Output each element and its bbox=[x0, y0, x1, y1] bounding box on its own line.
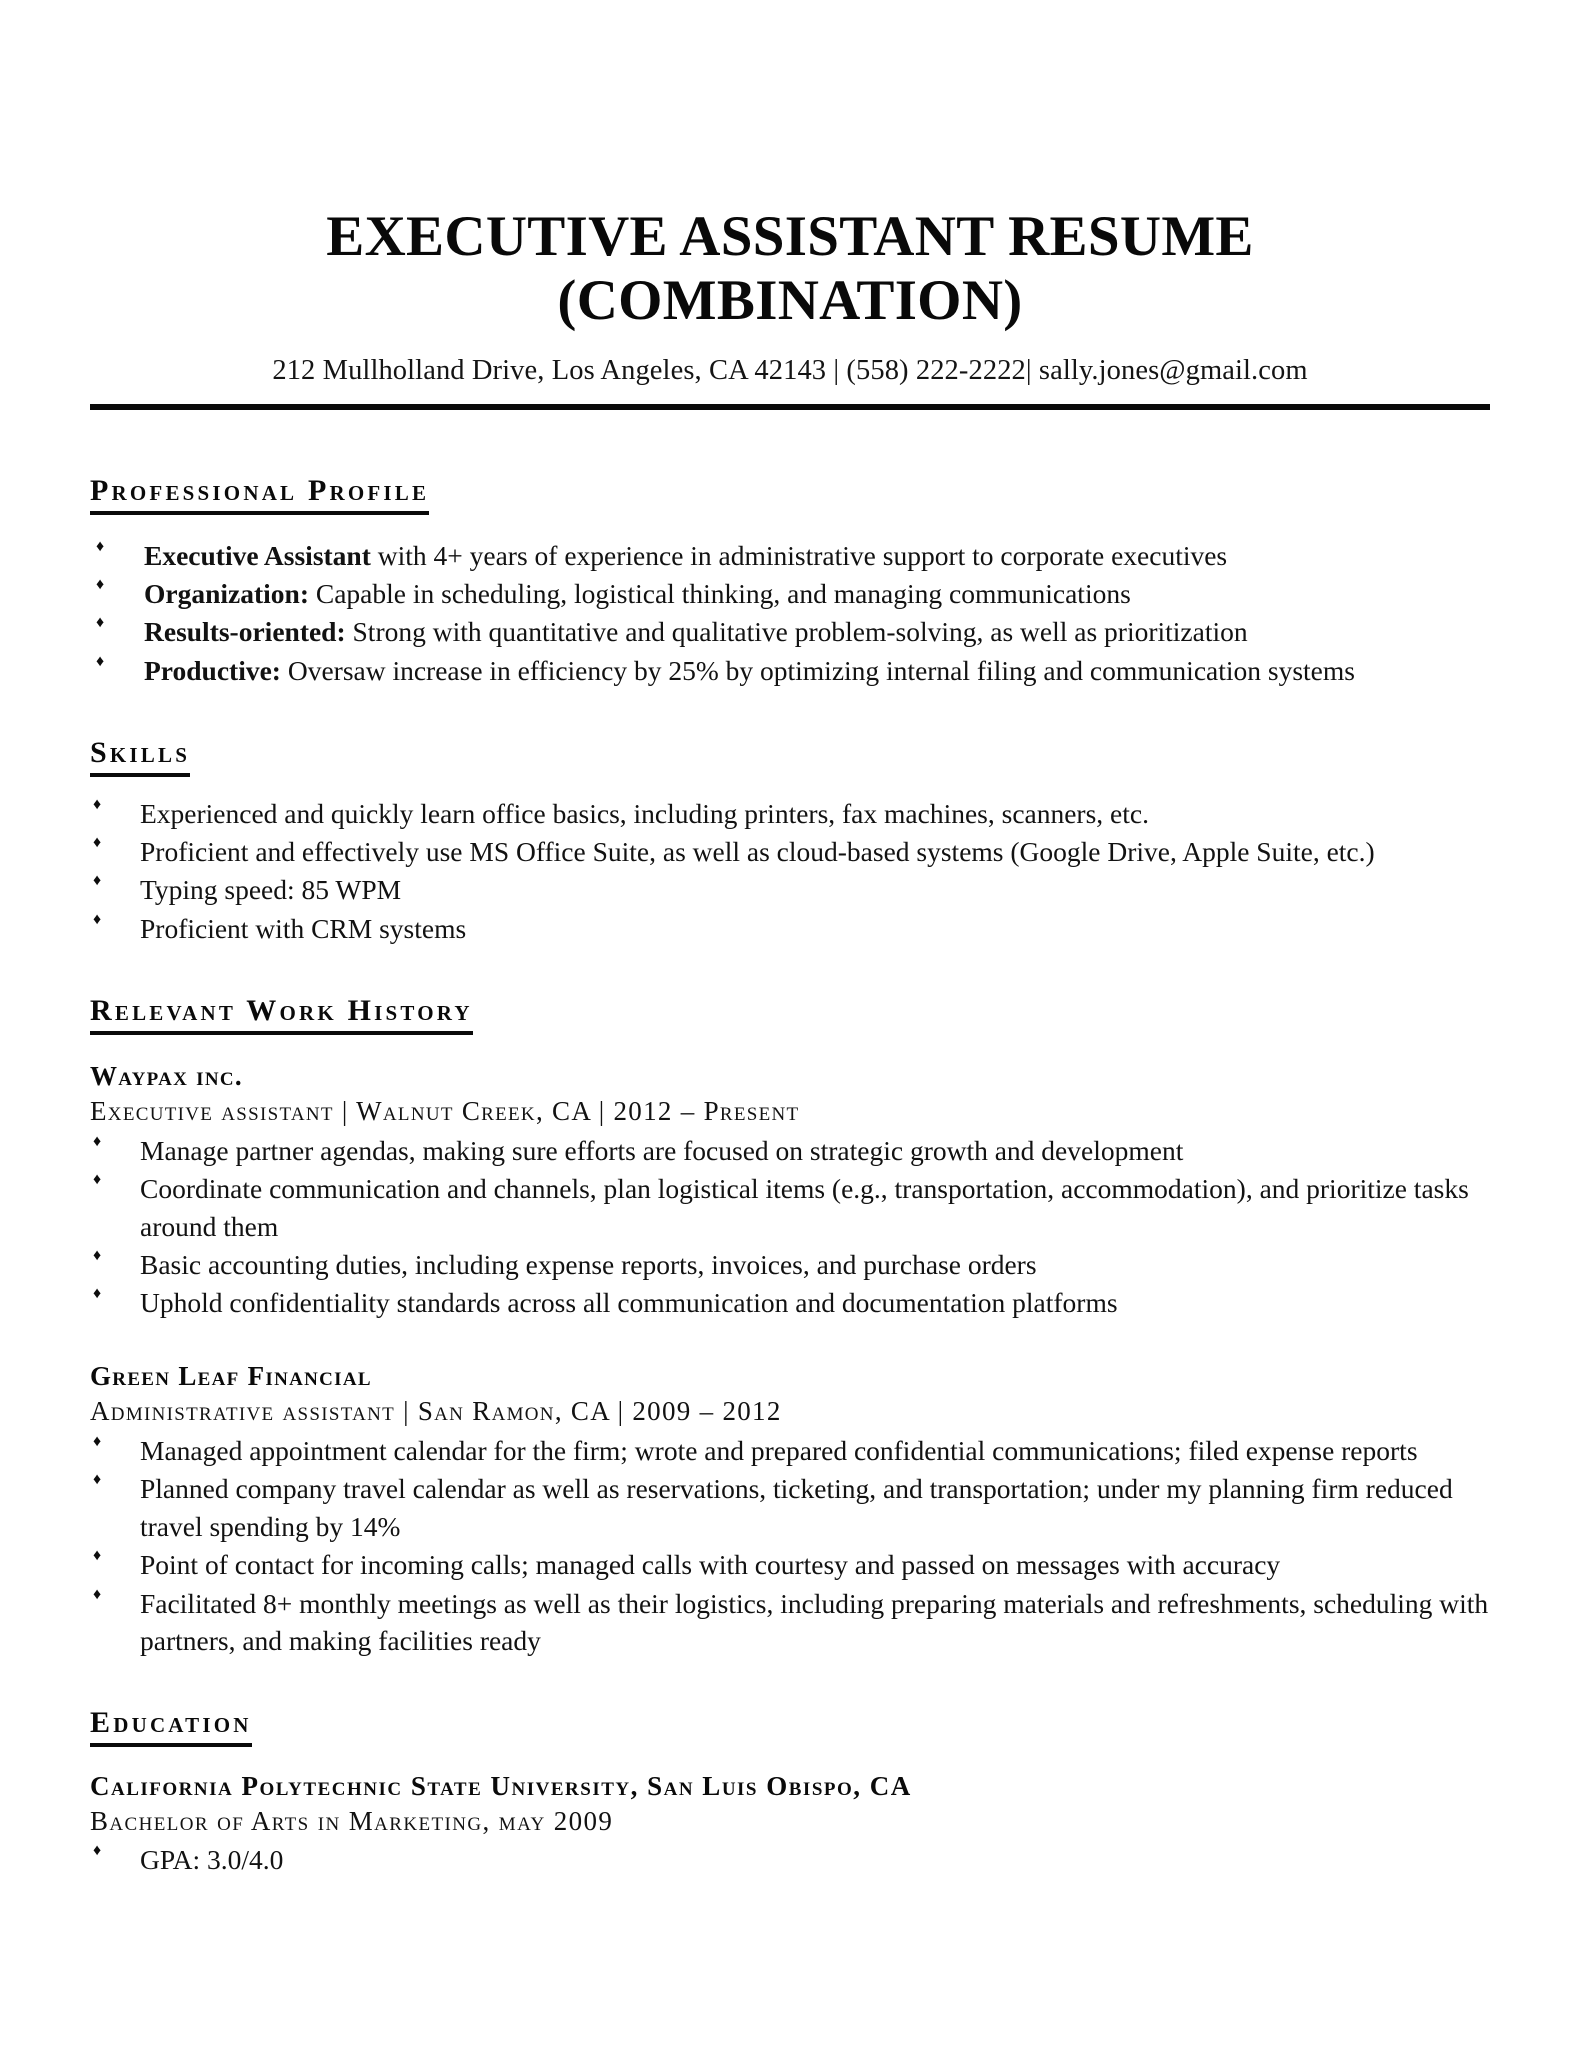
work-bullet-list bbox=[90, 1432, 1490, 1659]
bullet-lead: Executive Assistant bbox=[144, 539, 371, 571]
list-item: ♦ Uphold confidentiality standards across all communication and documentation platforms bbox=[90, 1284, 1490, 1321]
list-item: ♦ Coordinate communication and channels, plan logistical items (e.g., transportation, accommodation), and prioritize tasks around them bbox=[90, 1170, 1490, 1245]
list-item bbox=[90, 613, 1490, 650]
list-item: ♦ Manage partner agendas, making sure efforts are focused on strategic growth and development bbox=[90, 1132, 1490, 1169]
resume-content bbox=[90, 0, 1490, 1879]
list-item: ♦ Experienced and quickly learn office basics, including printers, fax machines, scanners, etc. bbox=[90, 795, 1490, 832]
work-bullet-list bbox=[90, 1132, 1490, 1322]
section-education bbox=[90, 1660, 1490, 1878]
list-item bbox=[90, 537, 1490, 574]
bullet-lead: Results-oriented: bbox=[144, 616, 346, 648]
work-entry-green-leaf-financial bbox=[90, 1323, 1490, 1660]
list-item: ♦ Facilitated 8+ monthly meetings as well as their logistics, including preparing materials and refreshments, scheduling with partners, and making facilities ready bbox=[90, 1585, 1490, 1660]
list-item: ♦ Planned company travel calendar as well as reservations, ticketing, and transportation; under my planning firm reduced travel spending by 14% bbox=[90, 1470, 1490, 1545]
education-school: California Polytechnic State University, San Luis Obispo, CA bbox=[90, 1770, 912, 1801]
list-item: ♦ Proficient with CRM systems bbox=[90, 910, 1490, 947]
education-degree: Bachelor of Arts in Marketing, may 2009 bbox=[90, 1805, 614, 1836]
employer-role-location-dates: Executive assistant | Walnut Creek, CA | 2012 – Present bbox=[90, 1095, 800, 1126]
section-heading-work-history: Relevant Work History bbox=[90, 992, 473, 1035]
bullet-lead: Productive: bbox=[144, 654, 281, 686]
bullet-text: Strong with quantitative and qualitative problem-solving, as well as prioritization bbox=[345, 616, 1248, 648]
section-professional-profile bbox=[90, 410, 1490, 689]
employer-role-location-dates: Administrative assistant | San Ramon, CA | 2009 – 2012 bbox=[90, 1395, 782, 1426]
list-item bbox=[90, 575, 1490, 612]
page-title bbox=[90, 0, 1490, 334]
employer-name: Green Leaf Financial bbox=[90, 1360, 372, 1391]
bullet-text: with 4+ years of experience in administrative support to corporate executives bbox=[370, 539, 1228, 571]
employer-name: Waypax inc. bbox=[90, 1060, 243, 1091]
section-skills bbox=[90, 690, 1490, 947]
bullet-lead: Organization: bbox=[144, 577, 309, 609]
bullet-text: Oversaw increase in efficiency by 25% by optimizing internal filing and communication systems bbox=[280, 654, 1355, 686]
section-heading-skills: Skills bbox=[90, 734, 190, 777]
page-title-line-2: (COMBINATION) bbox=[557, 269, 1023, 333]
section-work-history bbox=[90, 948, 1490, 1659]
skills-bullet-list bbox=[90, 795, 1490, 948]
profile-bullet-list bbox=[90, 537, 1490, 690]
list-item: ♦ Managed appointment calendar for the firm; wrote and prepared confidential communications; filed expense reports bbox=[90, 1432, 1490, 1469]
education-bullet-list bbox=[90, 1841, 1490, 1878]
contact-info: 212 Mullholland Drive, Los Angeles, CA 42143 | (558) 222-2222| sally.jones@gmail.com bbox=[272, 354, 1308, 386]
section-heading-education: Education bbox=[90, 1704, 252, 1747]
list-item: ♦ Proficient and effectively use MS Office Suite, as well as cloud-based systems (Google Drive, Apple Suite, etc.) bbox=[90, 833, 1490, 870]
list-item bbox=[90, 652, 1490, 689]
work-entry-waypax bbox=[90, 1035, 1490, 1322]
list-item: ♦ Typing speed: 85 WPM bbox=[90, 871, 1490, 908]
list-item: ♦ Basic accounting duties, including expense reports, invoices, and purchase orders bbox=[90, 1246, 1490, 1283]
page-title-line-1: EXECUTIVE ASSISTANT RESUME bbox=[326, 205, 1254, 268]
bullet-text: Capable in scheduling, logistical thinking, and managing communications bbox=[309, 577, 1131, 609]
section-heading-professional-profile: Professional Profile bbox=[90, 472, 429, 515]
list-item: ♦ Point of contact for incoming calls; managed calls with courtesy and passed on messages with accuracy bbox=[90, 1546, 1490, 1583]
list-item: ♦ GPA: 3.0/4.0 bbox=[90, 1841, 1490, 1878]
